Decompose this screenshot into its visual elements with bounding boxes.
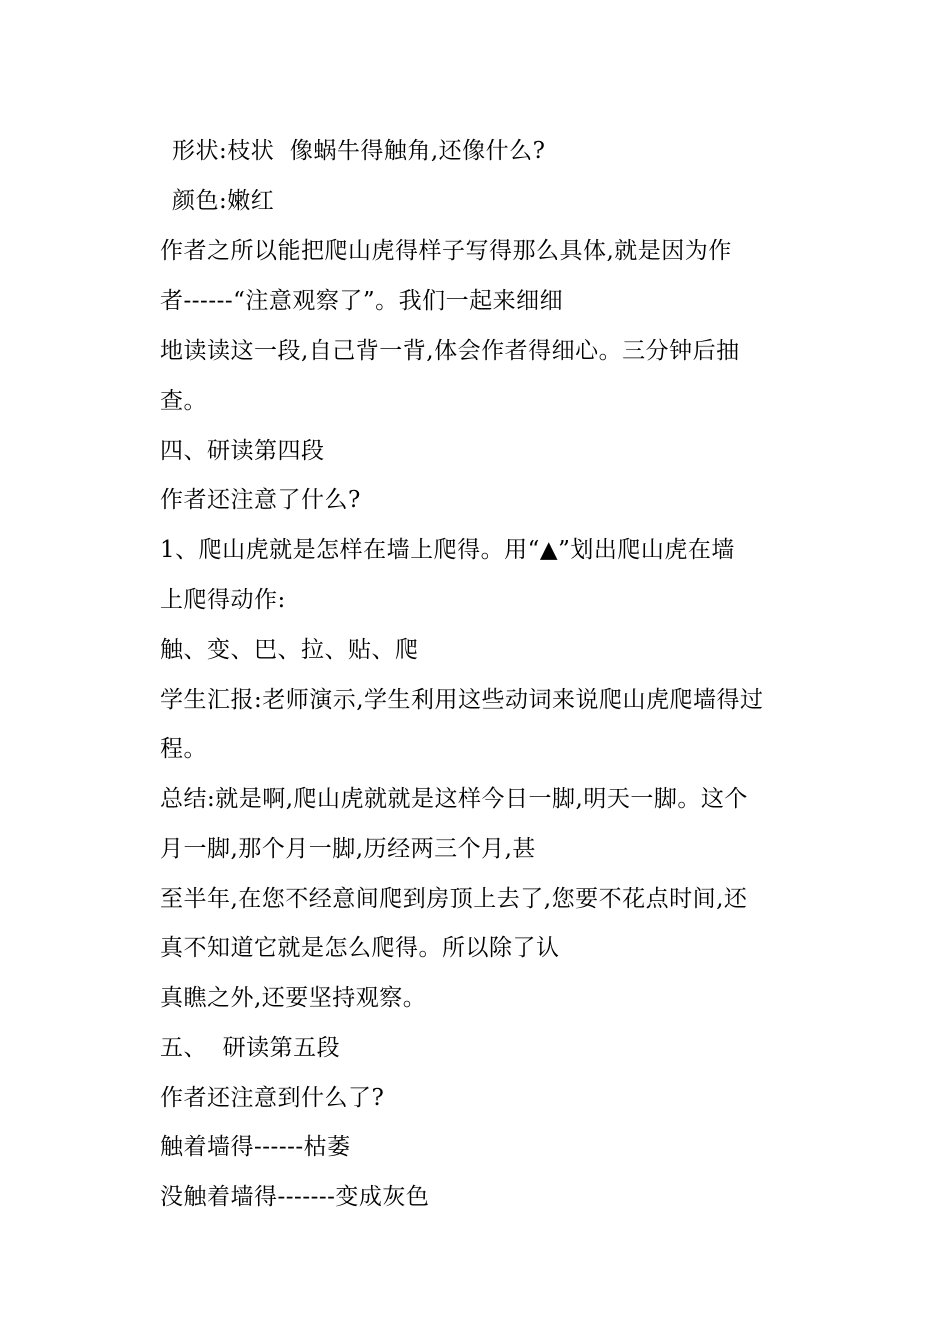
text-line: 月一脚,那个月一脚,历经两三个月,甚	[160, 836, 536, 862]
text-line: 真瞧之外,还要坚持观察。	[160, 985, 427, 1011]
section-heading-five: 五、 研读第五段	[160, 1035, 341, 1061]
text-line: 触着墙得------枯萎	[160, 1134, 351, 1160]
section-heading-four: 四、研读第四段	[160, 438, 325, 464]
text-line: 上爬得动作:	[160, 587, 286, 613]
text-line-shape: 形状:枝状 像蜗牛得触角,还像什么?	[172, 138, 546, 164]
text-line: 者------“注意观察了”。我们一起来细细	[160, 288, 564, 314]
text-line: 作者之所以能把爬山虎得样子写得那么具体,就是因为作	[160, 238, 732, 264]
text-line: 至半年,在您不经意间爬到房顶上去了,您要不花点时间,还	[160, 886, 748, 912]
text-line: 真不知道它就是怎么爬得。所以除了认	[160, 935, 560, 961]
text-line: 触、变、巴、拉、贴、爬	[160, 637, 419, 663]
text-line: 作者还注意了什么?	[160, 487, 361, 513]
text-line: 地读读这一段,自己背一背,体会作者得细心。三分钟后抽	[160, 338, 740, 364]
text-line: 学生汇报:老师演示,学生利用这些动词来说爬山虎爬墙得过	[160, 687, 764, 713]
text-line: 程。	[160, 736, 207, 762]
text-line-color: 颜色:嫩红	[172, 188, 275, 214]
text-line: 查。	[160, 388, 207, 414]
text-line: 作者还注意到什么了?	[160, 1085, 385, 1111]
text-line: 没触着墙得-------变成灰色	[160, 1184, 430, 1210]
text-line: 总结:就是啊,爬山虎就就是这样今日一脚,明天一脚。这个	[160, 786, 748, 812]
text-line: 1、爬山虎就是怎样在墙上爬得。用“▲”划出爬山虎在墙	[160, 537, 735, 563]
